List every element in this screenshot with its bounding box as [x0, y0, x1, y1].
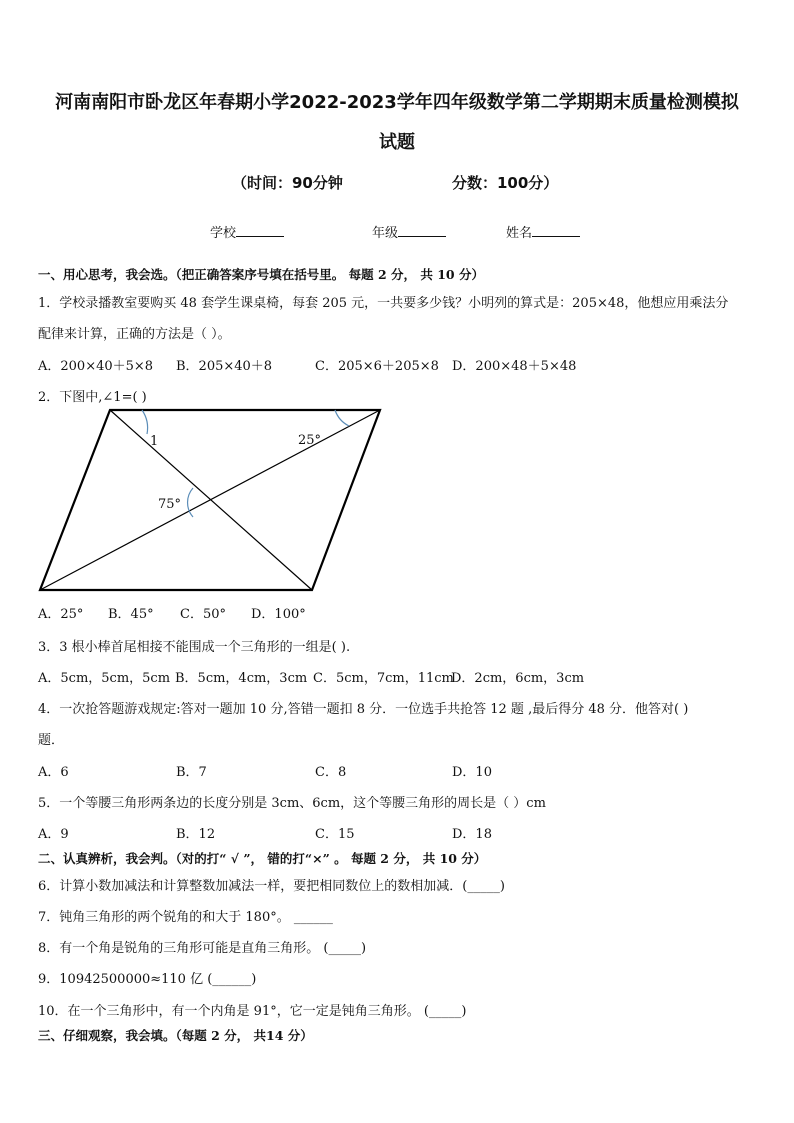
q1-option-d[interactable]: D．200×48＋5×48 — [452, 359, 577, 374]
school-blank[interactable] — [236, 224, 284, 237]
q4-line1: 4．一次抢答题游戏规定:答对一题加 10 分,答错一题扣 8 分．一位选手共抢答 12 题 ,最后得分 48 分．他答对( ) — [38, 702, 689, 717]
q2-option-b[interactable]: B．45° — [108, 607, 154, 622]
section1-heading: 一、用心思考，我会选。（把正确答案序号填在括号里。 每题 2 分， 共 10 分） — [38, 267, 484, 282]
q3-option-c[interactable]: C．5cm，7cm，11cm — [313, 671, 454, 686]
q3-option-a[interactable]: A．5cm，5cm，5cm — [38, 671, 171, 686]
q4-option-d[interactable]: D．10 — [452, 765, 492, 780]
name-label: 姓名 — [506, 226, 533, 241]
q5-option-b[interactable]: B．12 — [176, 827, 216, 842]
grade-label: 年级 — [372, 226, 399, 241]
q3-stem: 3．3 根小棒首尾相接不能围成一个三角形的一组是( ). — [38, 640, 351, 655]
q1-option-a[interactable]: A．200×40＋5×8 — [38, 359, 154, 374]
angle1-arc — [142, 410, 148, 434]
q3-option-d[interactable]: D．2cm，6cm，3cm — [451, 671, 585, 686]
q5-option-a[interactable]: A．9 — [38, 827, 69, 842]
q4-line2: 题． — [38, 733, 65, 748]
q7-statement: 7．钝角三角形的两个锐角的和大于 180°。 ______ — [38, 910, 333, 925]
q2-stem: 2．下图中,∠1=( ) — [38, 390, 147, 405]
section2-heading: 二、认真辨析，我会判。（对的打“ √ ”， 错的打“×” 。 每题 2 分， 共 10 分） — [38, 851, 487, 866]
q5-stem: 5．一个等腰三角形两条边的长度分别是 3cm、6cm，这个等腰三角形的周长是（ ）cm — [38, 796, 546, 811]
q4-option-a[interactable]: A．6 — [38, 765, 69, 780]
angle75-label: 75° — [158, 497, 182, 512]
q3-option-b[interactable]: B．5cm，4cm，3cm — [175, 671, 308, 686]
q1-line1: 1．学校录播教室要购买 48 套学生课桌椅，每套 205 元，一共要多少钱？小明列的算式是：205×48，他想应用乘法分 — [38, 296, 729, 311]
angle25-arc — [335, 410, 349, 426]
grade-field — [372, 222, 446, 241]
angle25-label: 25° — [298, 433, 322, 448]
exam-title-line1: 河南南阳市卧龙区年春期小学2022-2023学年四年级数学第二学期期末质量检测模拟 — [55, 92, 739, 113]
diagonal-right — [40, 410, 380, 590]
q4-option-c[interactable]: C．8 — [315, 765, 347, 780]
exam-title-line2: 试题 — [379, 132, 415, 153]
q1-option-b[interactable]: B．205×40＋8 — [176, 359, 273, 374]
q2-option-a[interactable]: A．25° — [38, 607, 84, 622]
angle75-arc — [188, 488, 193, 517]
q2-option-c[interactable]: C．50° — [180, 607, 226, 622]
q10-statement: 10．在一个三角形中，有一个内角是 91°，它一定是钝角三角形。 (_____) — [38, 1004, 467, 1019]
q4-option-b[interactable]: B．7 — [176, 765, 207, 780]
q2-parallelogram-figure — [30, 402, 390, 598]
q9-statement: 9．10942500000≈110 亿 (______) — [38, 972, 257, 987]
name-field — [506, 222, 580, 241]
exam-time: （时间：90分钟 — [232, 174, 343, 192]
angle1-label: 1 — [150, 434, 159, 449]
school-field — [210, 222, 284, 241]
grade-blank[interactable] — [398, 224, 446, 237]
exam-score: 分数：100分） — [452, 174, 559, 192]
q1-option-c[interactable]: C．205×6＋205×8 — [315, 359, 439, 374]
section3-heading: 三、仔细观察，我会填。（每题 2 分， 共14 分） — [38, 1028, 313, 1043]
q1-line2: 配律来计算，正确的方法是（ ）。 — [38, 327, 231, 342]
q5-option-d[interactable]: D．18 — [452, 827, 492, 842]
name-blank[interactable] — [532, 224, 580, 237]
school-label: 学校 — [210, 226, 237, 241]
q8-statement: 8．有一个角是锐角的三角形可能是直角三角形。 (_____) — [38, 941, 367, 956]
q2-option-d[interactable]: D．100° — [251, 607, 306, 622]
q6-statement: 6．计算小数加减法和计算整数加减法一样，要把相同数位上的数相加减．(_____) — [38, 879, 505, 894]
q5-option-c[interactable]: C．15 — [315, 827, 355, 842]
